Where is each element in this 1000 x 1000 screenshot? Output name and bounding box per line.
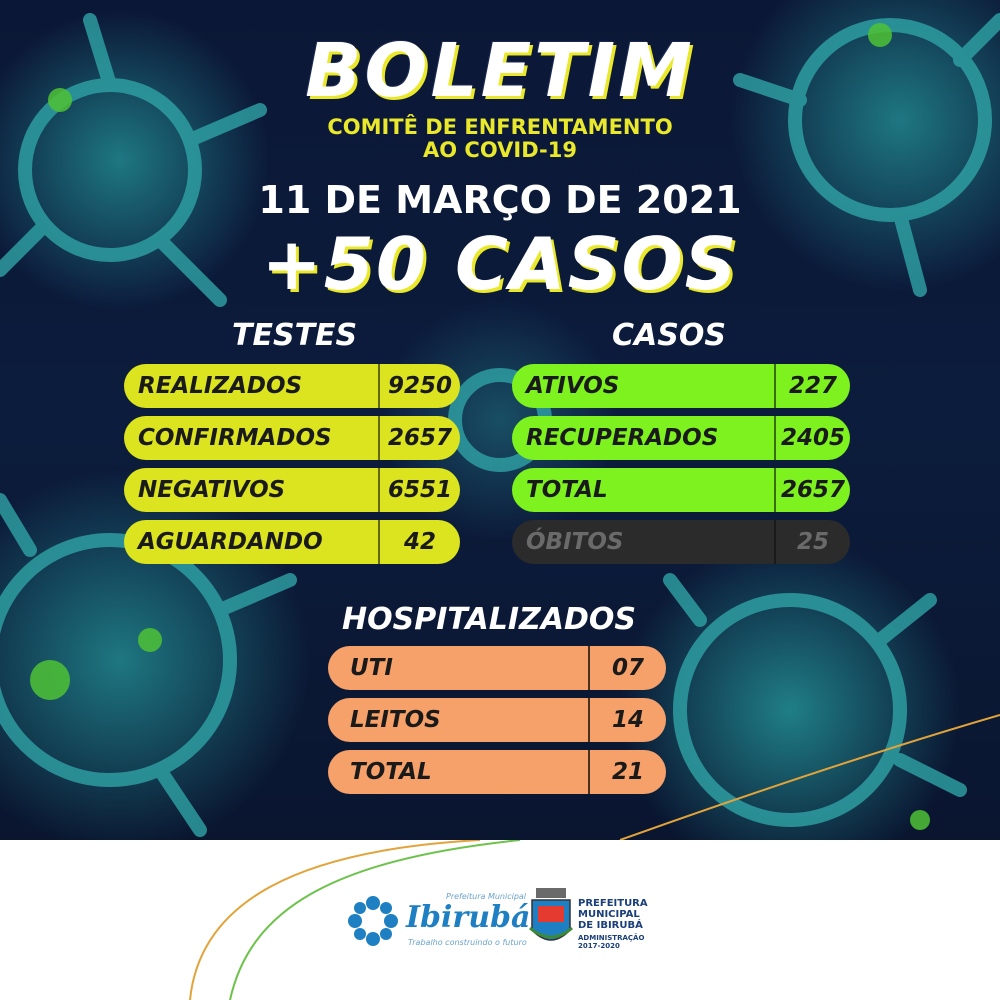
row-value: 6551 [387, 477, 452, 503]
administracao-years: 2017-2020 [578, 942, 620, 950]
row-label: LEITOS [350, 707, 441, 733]
hospitalizados-row-uti [328, 646, 666, 690]
row-value: 25 [796, 529, 829, 555]
administracao-label: ADMINISTRAÇÃO [578, 934, 645, 942]
logo-small-text: Prefeitura Municipal [446, 892, 527, 901]
row-value: 42 [403, 529, 436, 555]
testes-row-realizados [124, 364, 460, 408]
casos-row-recuperados [512, 416, 850, 460]
bulletin-date: 11 DE MARÇO DE 2021 [258, 178, 742, 222]
subtitle-line-2: AO COVID-19 [423, 138, 577, 162]
hospitalizados-title: HOSPITALIZADOS [342, 602, 636, 637]
casos-title: CASOS [612, 318, 726, 353]
row-label: RECUPERADOS [526, 425, 719, 451]
row-label: UTI [350, 655, 393, 681]
logo-tagline: Trabalho construindo o futuro [408, 938, 527, 947]
testes-row-negativos [124, 468, 460, 512]
casos-row-obitos [512, 520, 850, 564]
ibiruba-logo [346, 890, 546, 960]
row-label: REALIZADOS [138, 373, 303, 399]
hospitalizados-row-total [328, 750, 666, 794]
row-label: ÓBITOS [526, 529, 624, 555]
row-value: 21 [611, 759, 644, 785]
hospitalizados-row-leitos [328, 698, 666, 742]
logo-brand-name: Ibirubá [406, 900, 531, 935]
casos-row-total [512, 468, 850, 512]
row-label: ATIVOS [526, 373, 620, 399]
coat-of-arms-icon [528, 888, 574, 952]
page-subtitle [0, 116, 1000, 162]
row-value: 9250 [387, 373, 452, 399]
prefeitura-line-3: DE IBIRUBÁ [578, 920, 643, 931]
row-value: 2657 [780, 477, 845, 503]
prefeitura-logo [528, 888, 658, 968]
row-value: 14 [611, 707, 644, 733]
row-value: 2405 [780, 425, 845, 451]
testes-row-aguardando [124, 520, 460, 564]
flower-icon [346, 894, 400, 948]
new-cases-headline: +50 CASOS [261, 222, 739, 306]
testes-title: TESTES [232, 318, 358, 353]
page-title: BOLETIM [305, 28, 695, 114]
row-label: TOTAL [350, 759, 432, 785]
row-label: TOTAL [526, 477, 608, 503]
row-value: 07 [611, 655, 644, 681]
prefeitura-name [578, 898, 648, 931]
row-value: 2657 [387, 425, 452, 451]
casos-row-ativos [512, 364, 850, 408]
administracao [578, 934, 644, 950]
row-value: 227 [788, 373, 837, 399]
footer [0, 840, 1000, 1000]
row-label: AGUARDANDO [138, 529, 323, 555]
subtitle-line-1: COMITÊ DE ENFRENTAMENTO [327, 115, 673, 139]
testes-row-confirmados [124, 416, 460, 460]
row-label: NEGATIVOS [138, 477, 286, 503]
row-label: CONFIRMADOS [138, 425, 332, 451]
prefeitura-line-2: MUNICIPAL [578, 909, 640, 920]
prefeitura-line-1: PREFEITURA [578, 898, 648, 909]
